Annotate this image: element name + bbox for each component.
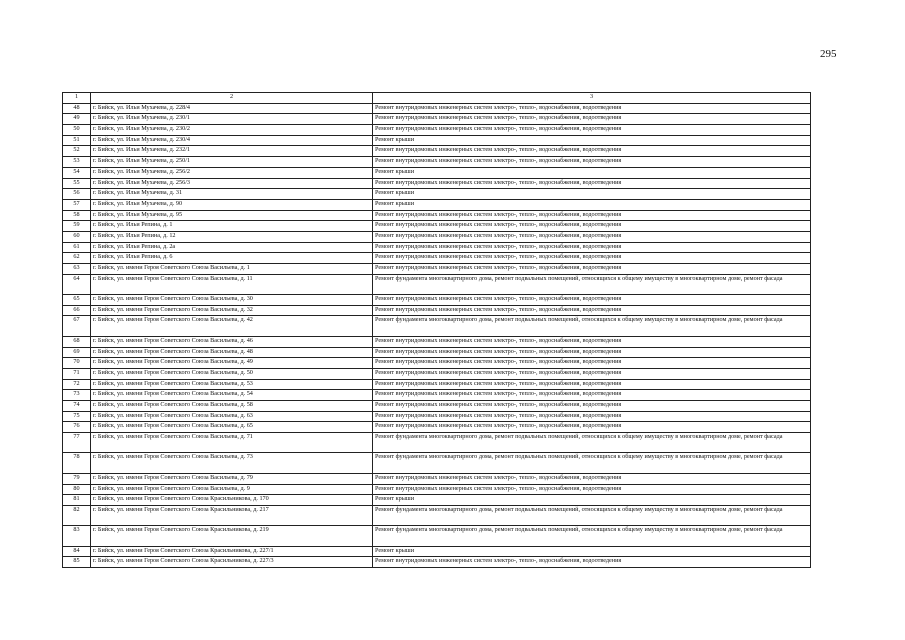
row-work-type: Ремонт внутридомовых инженерных систем электро-, тепло-, водоснабжения, водоотведения [373,210,811,221]
table-row [63,146,811,157]
table-row [63,526,811,546]
row-address: г. Бийск, ул. Ильи Репина, д. 2а [91,242,373,253]
row-number: 61 [63,242,91,253]
row-number: 57 [63,199,91,210]
table-row [63,242,811,253]
row-work-type: Ремонт фундамента многоквартирного дома, ремонт подвальных помещений, относящихся к общему имуществу в многоквартирном доме, ремонт фасада [373,526,811,546]
row-work-type: Ремонт фундамента многоквартирного дома, ремонт подвальных помещений, относящихся к общему имуществу в многоквартирном доме, ремонт фасада [373,453,811,473]
table-row [63,368,811,379]
table-row [63,505,811,525]
table-body [63,93,811,568]
row-work-type: Ремонт крыши [373,135,811,146]
row-address: г. Бийск, ул. имени Героя Советского Союза Красильникова, д. 170 [91,495,373,506]
row-number: 54 [63,167,91,178]
row-work-type: Ремонт крыши [373,199,811,210]
row-number: 77 [63,433,91,453]
row-number: 76 [63,422,91,433]
row-work-type: Ремонт фундамента многоквартирного дома, ремонт подвальных помещений, относящихся к общему имуществу в многоквартирном доме, ремонт фасада [373,433,811,453]
table-row [63,178,811,189]
row-number: 75 [63,411,91,422]
row-address: г. Бийск, ул. имени Героя Советского Союза Васильева, д. 1 [91,264,373,275]
row-work-type: Ремонт внутридомовых инженерных систем электро-, тепло-, водоснабжения, водоотведения [373,484,811,495]
row-address: г. Бийск, ул. Ильи Репина, д. 12 [91,231,373,242]
row-number: 68 [63,336,91,347]
row-address: г. Бийск, ул. Ильи Мухачева, д. 250/1 [91,157,373,168]
row-number: 83 [63,526,91,546]
table-header-row [63,93,811,104]
row-work-type: Ремонт внутридомовых инженерных систем электро-, тепло-, водоснабжения, водоотведения [373,242,811,253]
row-work-type: Ремонт внутридомовых инженерных систем электро-, тепло-, водоснабжения, водоотведения [373,422,811,433]
row-number: 81 [63,495,91,506]
row-address: г. Бийск, ул. имени Героя Советского Союза Васильева, д. 9 [91,484,373,495]
table-row [63,305,811,316]
row-work-type: Ремонт внутридомовых инженерных систем электро-, тепло-, водоснабжения, водоотведения [373,221,811,232]
row-number: 80 [63,484,91,495]
table-row [63,210,811,221]
row-number: 58 [63,210,91,221]
row-number: 85 [63,557,91,568]
table-row [63,400,811,411]
table-row [63,221,811,232]
row-work-type: Ремонт фундамента многоквартирного дома, ремонт подвальных помещений, относящихся к общему имуществу в многоквартирном доме, ремонт фасада [373,505,811,525]
row-address: г. Бийск, ул. Ильи Мухачева, д. 230/2 [91,125,373,136]
row-number: 78 [63,453,91,473]
row-address: г. Бийск, ул. имени Героя Советского Союза Васильева, д. 79 [91,473,373,484]
table-row [63,473,811,484]
table-row [63,114,811,125]
column-header-work: 3 [373,93,811,104]
row-number: 79 [63,473,91,484]
table-row [63,125,811,136]
row-address: г. Бийск, ул. имени Героя Советского Союза Васильева, д. 42 [91,316,373,336]
table-row [63,422,811,433]
row-work-type: Ремонт внутридомовых инженерных систем электро-, тепло-, водоснабжения, водоотведения [373,125,811,136]
row-number: 50 [63,125,91,136]
repair-register-table [62,92,811,568]
row-number: 72 [63,379,91,390]
table-row [63,546,811,557]
row-work-type: Ремонт внутридомовых инженерных систем электро-, тепло-, водоснабжения, водоотведения [373,347,811,358]
row-number: 70 [63,358,91,369]
row-address: г. Бийск, ул. Ильи Мухачева, д. 90 [91,199,373,210]
row-number: 82 [63,505,91,525]
row-work-type: Ремонт крыши [373,495,811,506]
row-address: г. Бийск, ул. имени Героя Советского Союза Васильева, д. 65 [91,422,373,433]
row-work-type: Ремонт фундамента многоквартирного дома, ремонт подвальных помещений, относящихся к общему имуществу в многоквартирном доме, ремонт фасада [373,274,811,294]
row-address: г. Бийск, ул. имени Героя Советского Союза Васильева, д. 63 [91,411,373,422]
row-address: г. Бийск, ул. имени Героя Советского Союза Васильева, д. 46 [91,336,373,347]
row-work-type: Ремонт внутридомовых инженерных систем электро-, тепло-, водоснабжения, водоотведения [373,400,811,411]
row-work-type: Ремонт внутридомовых инженерных систем электро-, тепло-, водоснабжения, водоотведения [373,379,811,390]
row-number: 66 [63,305,91,316]
column-header-number: 1 [63,93,91,104]
row-address: г. Бийск, ул. Ильи Мухачева, д. 230/1 [91,114,373,125]
table-row [63,264,811,275]
row-address: г. Бийск, ул. имени Героя Советского Союза Васильева, д. 54 [91,390,373,401]
row-address: г. Бийск, ул. имени Героя Советского Союза Красильникова, д. 227/3 [91,557,373,568]
row-work-type: Ремонт внутридомовых инженерных систем электро-, тепло-, водоснабжения, водоотведения [373,473,811,484]
table-row [63,274,811,294]
table-row [63,157,811,168]
row-work-type: Ремонт внутридомовых инженерных систем электро-, тепло-, водоснабжения, водоотведения [373,231,811,242]
row-number: 74 [63,400,91,411]
row-address: г. Бийск, ул. Ильи Мухачева, д. 95 [91,210,373,221]
row-work-type: Ремонт крыши [373,189,811,200]
row-address: г. Бийск, ул. Ильи Репина, д. 1 [91,221,373,232]
column-header-address: 2 [91,93,373,104]
row-address: г. Бийск, ул. Ильи Мухачева, д. 232/1 [91,146,373,157]
row-work-type: Ремонт внутридомовых инженерных систем электро-, тепло-, водоснабжения, водоотведения [373,411,811,422]
row-address: г. Бийск, ул. Ильи Мухачева, д. 228/4 [91,103,373,114]
table-row [63,347,811,358]
row-work-type: Ремонт внутридомовых инженерных систем электро-, тепло-, водоснабжения, водоотведения [373,253,811,264]
table-row [63,167,811,178]
row-number: 69 [63,347,91,358]
table-row [63,433,811,453]
row-number: 59 [63,221,91,232]
table-row [63,253,811,264]
row-work-type: Ремонт внутридомовых инженерных систем электро-, тепло-, водоснабжения, водоотведения [373,390,811,401]
row-work-type: Ремонт фундамента многоквартирного дома, ремонт подвальных помещений, относящихся к общему имуществу в многоквартирном доме, ремонт фасада [373,316,811,336]
row-number: 73 [63,390,91,401]
table-row [63,336,811,347]
row-work-type: Ремонт внутридомовых инженерных систем электро-, тепло-, водоснабжения, водоотведения [373,336,811,347]
table-row [63,231,811,242]
row-address: г. Бийск, ул. имени Героя Советского Союза Красильникова, д. 219 [91,526,373,546]
row-work-type: Ремонт внутридомовых инженерных систем электро-, тепло-, водоснабжения, водоотведения [373,178,811,189]
row-address: г. Бийск, ул. имени Героя Советского Союза Васильева, д. 49 [91,358,373,369]
row-number: 71 [63,368,91,379]
table-row [63,411,811,422]
row-address: г. Бийск, ул. Ильи Мухачева, д. 256/2 [91,167,373,178]
row-number: 62 [63,253,91,264]
row-address: г. Бийск, ул. имени Героя Советского Союза Васильева, д. 58 [91,400,373,411]
row-number: 53 [63,157,91,168]
table-row [63,557,811,568]
row-address: г. Бийск, ул. Ильи Мухачева, д. 256/3 [91,178,373,189]
row-address: г. Бийск, ул. имени Героя Советского Союза Васильева, д. 30 [91,295,373,306]
table-row [63,484,811,495]
row-work-type: Ремонт внутридомовых инженерных систем электро-, тепло-, водоснабжения, водоотведения [373,305,811,316]
table-row [63,199,811,210]
row-address: г. Бийск, ул. имени Героя Советского Союза Васильева, д. 32 [91,305,373,316]
row-address: г. Бийск, ул. имени Героя Советского Союза Васильева, д. 50 [91,368,373,379]
table-row [63,135,811,146]
page-number: 295 [820,48,837,60]
table-row [63,358,811,369]
table-row [63,379,811,390]
row-work-type: Ремонт внутридомовых инженерных систем электро-, тепло-, водоснабжения, водоотведения [373,295,811,306]
row-number: 51 [63,135,91,146]
table-row [63,390,811,401]
row-work-type: Ремонт внутридомовых инженерных систем электро-, тепло-, водоснабжения, водоотведения [373,114,811,125]
row-number: 67 [63,316,91,336]
row-work-type: Ремонт внутридомовых инженерных систем электро-, тепло-, водоснабжения, водоотведения [373,557,811,568]
row-number: 63 [63,264,91,275]
row-work-type: Ремонт внутридомовых инженерных систем электро-, тепло-, водоснабжения, водоотведения [373,103,811,114]
row-number: 60 [63,231,91,242]
row-work-type: Ремонт внутридомовых инженерных систем электро-, тепло-, водоснабжения, водоотведения [373,157,811,168]
row-number: 55 [63,178,91,189]
row-work-type: Ремонт крыши [373,546,811,557]
row-number: 64 [63,274,91,294]
row-address: г. Бийск, ул. имени Героя Советского Союза Васильева, д. 71 [91,433,373,453]
row-address: г. Бийск, ул. имени Героя Советского Союза Красильникова, д. 217 [91,505,373,525]
row-number: 56 [63,189,91,200]
row-work-type: Ремонт внутридомовых инженерных систем электро-, тепло-, водоснабжения, водоотведения [373,146,811,157]
row-address: г. Бийск, ул. Ильи Мухачева, д. 230/4 [91,135,373,146]
row-work-type: Ремонт внутридомовых инженерных систем электро-, тепло-, водоснабжения, водоотведения [373,264,811,275]
row-number: 84 [63,546,91,557]
table-row [63,295,811,306]
table-row [63,495,811,506]
row-number: 65 [63,295,91,306]
row-work-type: Ремонт крыши [373,167,811,178]
table-row [63,453,811,473]
row-address: г. Бийск, ул. имени Героя Советского Союза Красильникова, д. 227/1 [91,546,373,557]
row-address: г. Бийск, ул. имени Героя Советского Союза Васильева, д. 11 [91,274,373,294]
table-row [63,103,811,114]
row-address: г. Бийск, ул. Ильи Репина, д. 6 [91,253,373,264]
table-row [63,316,811,336]
row-address: г. Бийск, ул. имени Героя Советского Союза Васильева, д. 48 [91,347,373,358]
table-row [63,189,811,200]
row-address: г. Бийск, ул. имени Героя Советского Союза Васильева, д. 53 [91,379,373,390]
row-address: г. Бийск, ул. Ильи Мухачева, д. 31 [91,189,373,200]
row-number: 52 [63,146,91,157]
row-address: г. Бийск, ул. имени Героя Советского Союза Васильева, д. 73 [91,453,373,473]
row-work-type: Ремонт внутридомовых инженерных систем электро-, тепло-, водоснабжения, водоотведения [373,368,811,379]
row-work-type: Ремонт внутридомовых инженерных систем электро-, тепло-, водоснабжения, водоотведения [373,358,811,369]
row-number: 48 [63,103,91,114]
row-number: 49 [63,114,91,125]
